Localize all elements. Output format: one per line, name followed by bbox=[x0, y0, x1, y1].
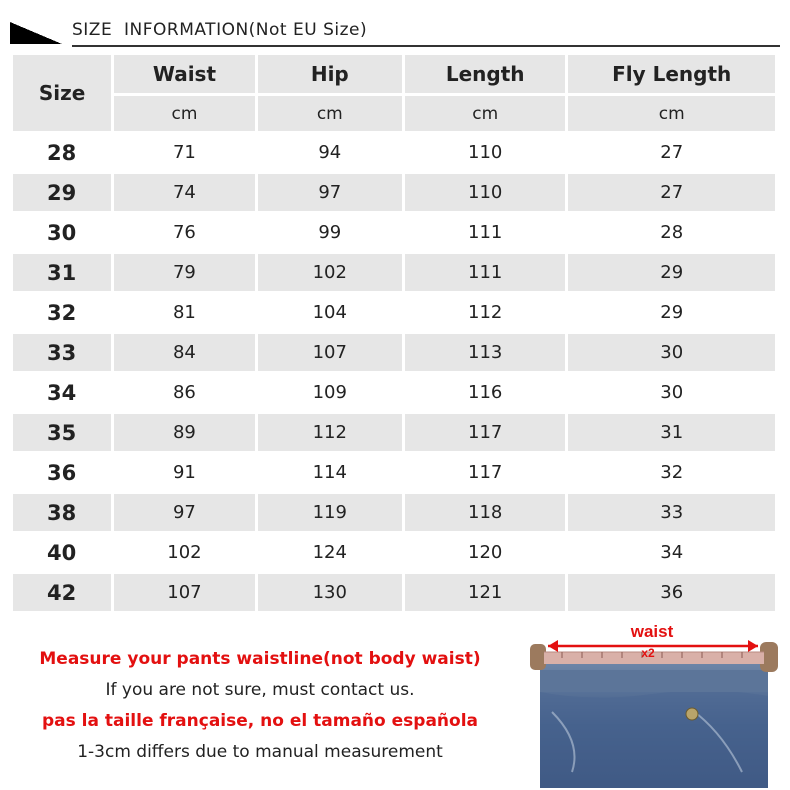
size-cell: 40 bbox=[47, 540, 77, 565]
waist-column-header: Waist bbox=[114, 55, 254, 93]
hip-column-header: Hip bbox=[258, 55, 402, 93]
note-manual-measurement: 1-3cm differs due to manual measurement bbox=[77, 742, 443, 762]
size-info-header bbox=[10, 14, 780, 50]
table-unit-row bbox=[13, 96, 775, 131]
table-row bbox=[13, 534, 775, 571]
table-row bbox=[13, 174, 775, 211]
length-unit: cm bbox=[405, 96, 565, 131]
note-measure-waistline: Measure your pants waistline(not body waist) bbox=[39, 649, 481, 669]
waist-cell: 86 bbox=[172, 382, 196, 403]
fly-length-cell: 30 bbox=[660, 382, 684, 403]
fly-length-cell: 30 bbox=[568, 334, 775, 371]
waist-cell: 97 bbox=[114, 494, 254, 531]
length-cell: 112 bbox=[468, 302, 503, 323]
fly-length-unit: cm bbox=[568, 96, 775, 131]
length-column-header: Length bbox=[405, 55, 565, 93]
size-cell: 33 bbox=[13, 334, 111, 371]
header-title: SIZE INFORMATION(Not EU Size) bbox=[72, 20, 368, 40]
length-cell: 116 bbox=[468, 382, 503, 403]
waist-unit: cm bbox=[114, 96, 254, 131]
size-cell: 28 bbox=[47, 140, 77, 165]
hip-cell: 109 bbox=[312, 382, 347, 403]
waist-cell: 102 bbox=[167, 542, 202, 563]
size-cell: 42 bbox=[13, 574, 111, 611]
size-cell: 29 bbox=[13, 174, 111, 211]
fly-length-cell: 29 bbox=[660, 302, 684, 323]
note-contact-us: If you are not sure, must contact us. bbox=[105, 680, 415, 700]
fly-length-cell: 33 bbox=[568, 494, 775, 531]
waist-label: waist bbox=[630, 622, 674, 641]
length-cell: 117 bbox=[405, 414, 565, 451]
length-cell: 121 bbox=[405, 574, 565, 611]
size-table bbox=[10, 52, 778, 614]
hip-cell: 102 bbox=[258, 254, 402, 291]
arrow-left-icon bbox=[548, 640, 558, 652]
size-cell: 34 bbox=[47, 380, 77, 405]
jeans-waist-image bbox=[522, 622, 780, 788]
table-row bbox=[13, 574, 775, 611]
length-cell: 120 bbox=[468, 542, 503, 563]
length-cell: 117 bbox=[468, 462, 503, 483]
waist-cell: 79 bbox=[114, 254, 254, 291]
note-not-french-spanish-size: pas la taille française, no el tamaño española bbox=[41, 711, 478, 731]
length-cell: 110 bbox=[468, 142, 503, 163]
waist-cell: 107 bbox=[114, 574, 254, 611]
size-cell: 36 bbox=[47, 460, 77, 485]
fly-length-cell: 27 bbox=[660, 142, 684, 163]
waist-cell: 74 bbox=[114, 174, 254, 211]
waist-cell: 76 bbox=[172, 222, 196, 243]
fly-length-cell: 32 bbox=[660, 462, 684, 483]
hip-cell: 112 bbox=[258, 414, 402, 451]
size-column-header: Size bbox=[13, 55, 111, 131]
fly-length-cell: 28 bbox=[660, 222, 684, 243]
fly-length-cell: 29 bbox=[568, 254, 775, 291]
length-cell: 113 bbox=[405, 334, 565, 371]
waist-cell: 89 bbox=[114, 414, 254, 451]
fly-length-cell: 27 bbox=[568, 174, 775, 211]
hip-cell: 104 bbox=[312, 302, 347, 323]
waist-cell: 84 bbox=[114, 334, 254, 371]
hip-cell: 124 bbox=[312, 542, 347, 563]
length-cell: 110 bbox=[405, 174, 565, 211]
table-row bbox=[13, 334, 775, 371]
table-row bbox=[13, 294, 775, 331]
table-header-row bbox=[13, 55, 775, 93]
hip-cell: 107 bbox=[258, 334, 402, 371]
hip-cell: 97 bbox=[258, 174, 402, 211]
waist-cell: 91 bbox=[172, 462, 196, 483]
table-row bbox=[13, 414, 775, 451]
length-cell: 111 bbox=[468, 222, 503, 243]
table-row bbox=[13, 374, 775, 411]
size-cell: 32 bbox=[47, 300, 77, 325]
length-cell: 118 bbox=[405, 494, 565, 531]
hip-cell: 94 bbox=[318, 142, 342, 163]
hip-cell: 114 bbox=[312, 462, 347, 483]
arrow-right-icon bbox=[748, 640, 758, 652]
waist-cell: 81 bbox=[172, 302, 196, 323]
table-row bbox=[13, 134, 775, 171]
fly-length-cell: 36 bbox=[568, 574, 775, 611]
hip-cell: 99 bbox=[318, 222, 342, 243]
table-row bbox=[13, 454, 775, 491]
measurement-notes bbox=[10, 644, 510, 768]
fly-length-cell: 31 bbox=[568, 414, 775, 451]
size-cell: 30 bbox=[47, 220, 77, 245]
hip-cell: 130 bbox=[258, 574, 402, 611]
header-triangle-icon bbox=[10, 22, 62, 44]
table-row bbox=[13, 494, 775, 531]
size-cell: 35 bbox=[13, 414, 111, 451]
hip-unit: cm bbox=[258, 96, 402, 131]
waist-multiplier-label: x2 bbox=[641, 646, 655, 660]
size-cell: 38 bbox=[13, 494, 111, 531]
size-cell: 31 bbox=[13, 254, 111, 291]
length-cell: 111 bbox=[405, 254, 565, 291]
hip-cell: 119 bbox=[258, 494, 402, 531]
fly-length-column-header: Fly Length bbox=[568, 55, 775, 93]
header-divider bbox=[72, 45, 780, 47]
table-row bbox=[13, 254, 775, 291]
fly-length-cell: 34 bbox=[660, 542, 684, 563]
table-row bbox=[13, 214, 775, 251]
waist-cell: 71 bbox=[172, 142, 196, 163]
